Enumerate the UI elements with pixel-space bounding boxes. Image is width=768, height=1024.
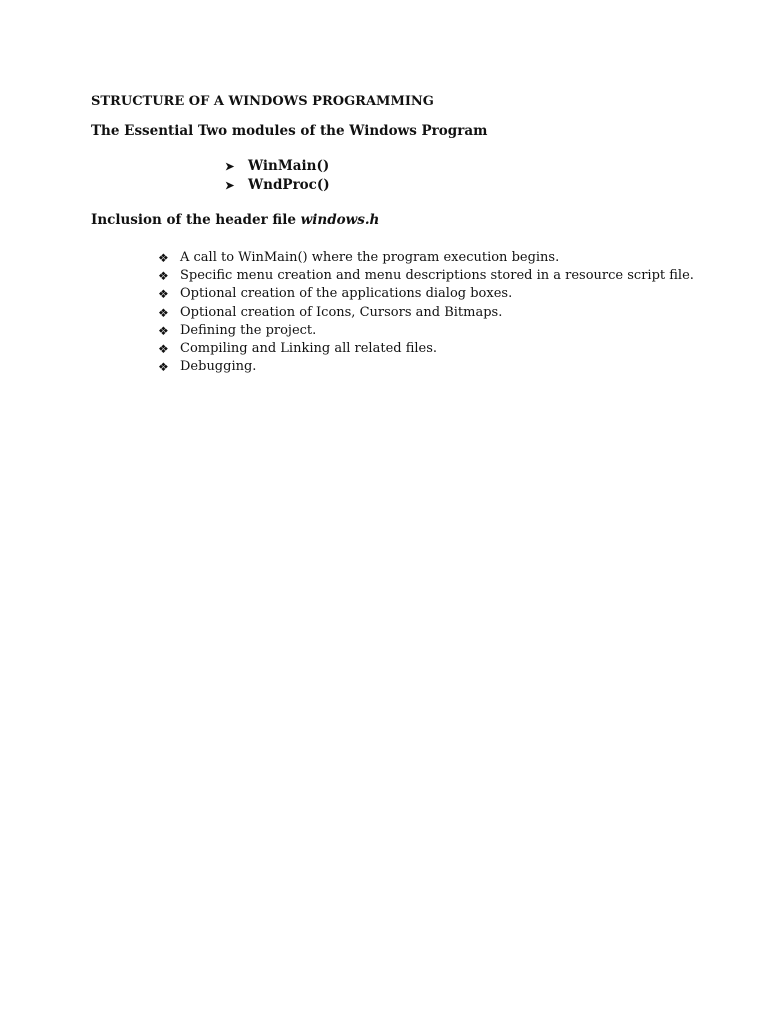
page-title: STRUCTURE OF A WINDOWS PROGRAMMING — [91, 94, 434, 109]
diamond-bullet-icon: ❖ — [158, 323, 169, 338]
list-item-text: Defining the project. — [180, 322, 317, 338]
diamond-bullet-icon: ❖ — [158, 360, 169, 375]
list-item-text: Optional creation of Icons, Cursors and Bitmaps. — [180, 304, 503, 320]
list-item-text: WinMain() — [248, 158, 330, 174]
list-item — [225, 157, 330, 176]
diamond-bullet-icon: ❖ — [158, 342, 169, 357]
arrow-bullet-icon: ➤ — [225, 160, 235, 173]
list-item — [158, 358, 698, 376]
inclusion-heading — [91, 212, 379, 228]
list-item — [158, 267, 698, 285]
steps-list — [158, 249, 698, 376]
list-item-text: Debugging. — [180, 359, 257, 375]
list-item — [158, 249, 698, 267]
list-item — [158, 340, 698, 358]
list-item-text: Compiling and Linking all related files. — [180, 341, 438, 357]
list-item-text: A call to WinMain() where the program execution begins. — [180, 250, 560, 265]
diamond-bullet-icon: ❖ — [158, 305, 169, 320]
inclusion-heading-text: Inclusion of the header file — [91, 212, 301, 228]
list-item-text: WndProc() — [248, 177, 330, 193]
list-item-text: Optional creation of the applications dialog boxes. — [180, 286, 513, 302]
list-item — [158, 285, 698, 303]
list-item-text: Specific menu creation and menu descriptions stored in a resource script file. — [180, 268, 694, 284]
diamond-bullet-icon: ❖ — [158, 251, 169, 265]
list-item — [158, 304, 698, 322]
list-item — [225, 176, 330, 195]
arrow-bullet-icon: ➤ — [225, 179, 235, 192]
diamond-bullet-icon: ❖ — [158, 269, 169, 284]
diamond-bullet-icon: ❖ — [158, 287, 169, 302]
list-item — [158, 322, 698, 340]
header-file-name: windows.h — [300, 212, 380, 228]
modules-list — [225, 157, 330, 195]
modules-heading: The Essential Two modules of the Windows Program — [91, 123, 488, 139]
